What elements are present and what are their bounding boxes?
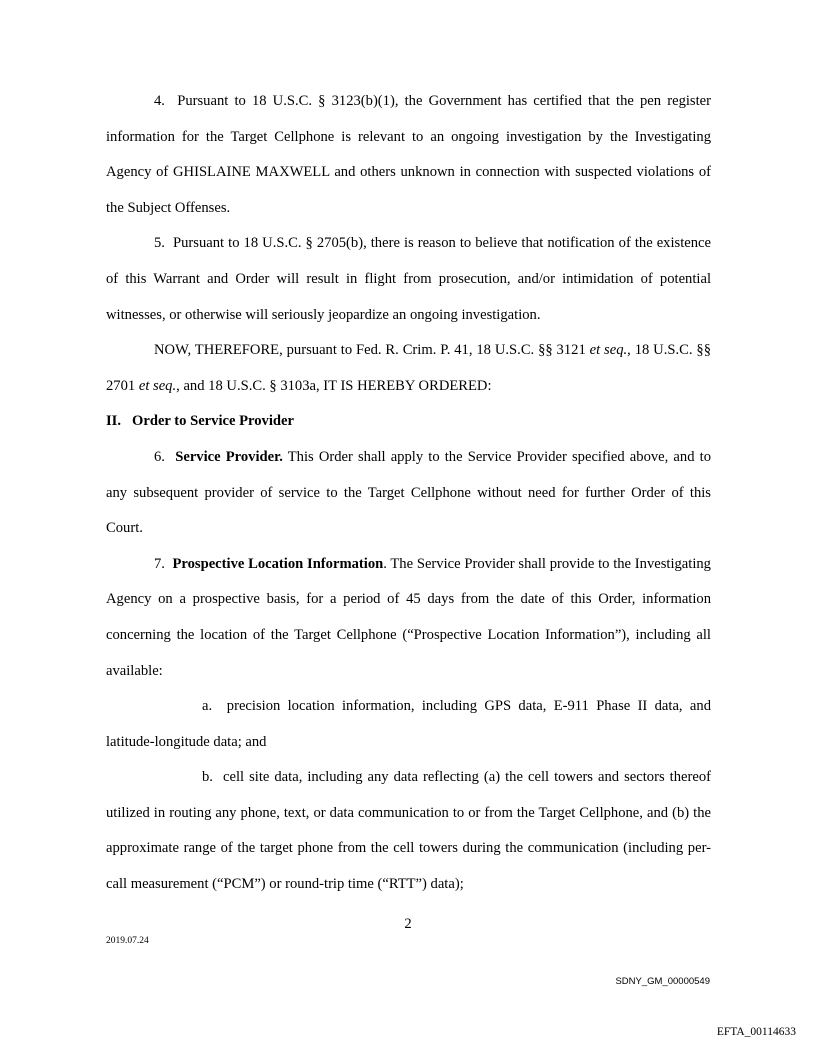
et-seq-2: et seq. [138,377,177,394]
paragraph-7-text: . The Service Provider shall provide to the Investigating Agency on a prospective basis, for a period of 45 days from the date of this Order, information concerning the location of the Target Cellphone (“Prospective Location Information”), including all available: [106,555,711,679]
now-therefore-clause [106,333,711,404]
paragraph-7-title: Prospective Location Information [172,555,384,572]
efta-stamp: EFTA_00114633 [716,1026,796,1038]
section-heading [106,404,711,440]
paragraph-6-number: 6. [154,448,176,465]
paragraph-7-number: 7. [154,555,173,572]
now-therefore-part3: , and 18 U.S.C. § 3103a, IT IS HEREBY ORDERED: [176,377,492,394]
footer-date: 2019.07.24 [106,936,149,946]
list-item-b: b. cell site data, including any data reflecting (a) the cell towers and sectors thereof utilized in routing any phone, text, or data communication to or from the Target Cellphone, and (b) the approximate range of the target phone from the cell towers during the communication (including per-call measurement (“PCM”) or round-trip time (“RTT”) data); [106,769,711,893]
section-title: Order to Service Provider [132,413,294,430]
page-number: 2 [404,916,412,932]
et-seq-1: et seq. [589,342,628,359]
paragraph-4: 4. Pursuant to 18 U.S.C. § 3123(b)(1), the Government has certified that the pen register information for the Target Cellphone is relevant to an ongoing investigation by the Investigating Agency of GHISLAINE MAXWELL and others unknown in connection with suspected violations of the Subject Offenses. [106,93,711,216]
paragraph-6-text: This Order shall apply to the Service Provider specified above, and to any subsequent provider of service to the Target Cellphone without need for further Order of this Court. [106,448,711,537]
document-body [106,84,711,903]
paragraph-6 [106,440,711,547]
paragraph-6-title: Service Provider. [175,448,283,465]
list-item-a: a. precision location information, including GPS data, E-911 Phase II data, and latitude-longitude data; and [106,698,711,750]
section-number: II. [106,413,122,430]
paragraph-5: 5. Pursuant to 18 U.S.C. § 2705(b), there is reason to believe that notification of the existence of this Warrant and Order will result in flight from prosecution, and/or intimidation of potential witnesses, or otherwise will seriously jeopardize an ongoing investigation. [106,235,711,323]
paragraph-7 [106,547,711,689]
now-therefore-part2: , 18 U.S.C. §§ 2701 [106,342,711,394]
bates-number: SDNY_GM_00000549 [615,976,710,987]
now-therefore-part1: NOW, THEREFORE, pursuant to Fed. R. Crim. P. 41, 18 U.S.C. §§ 3121 [154,342,590,359]
